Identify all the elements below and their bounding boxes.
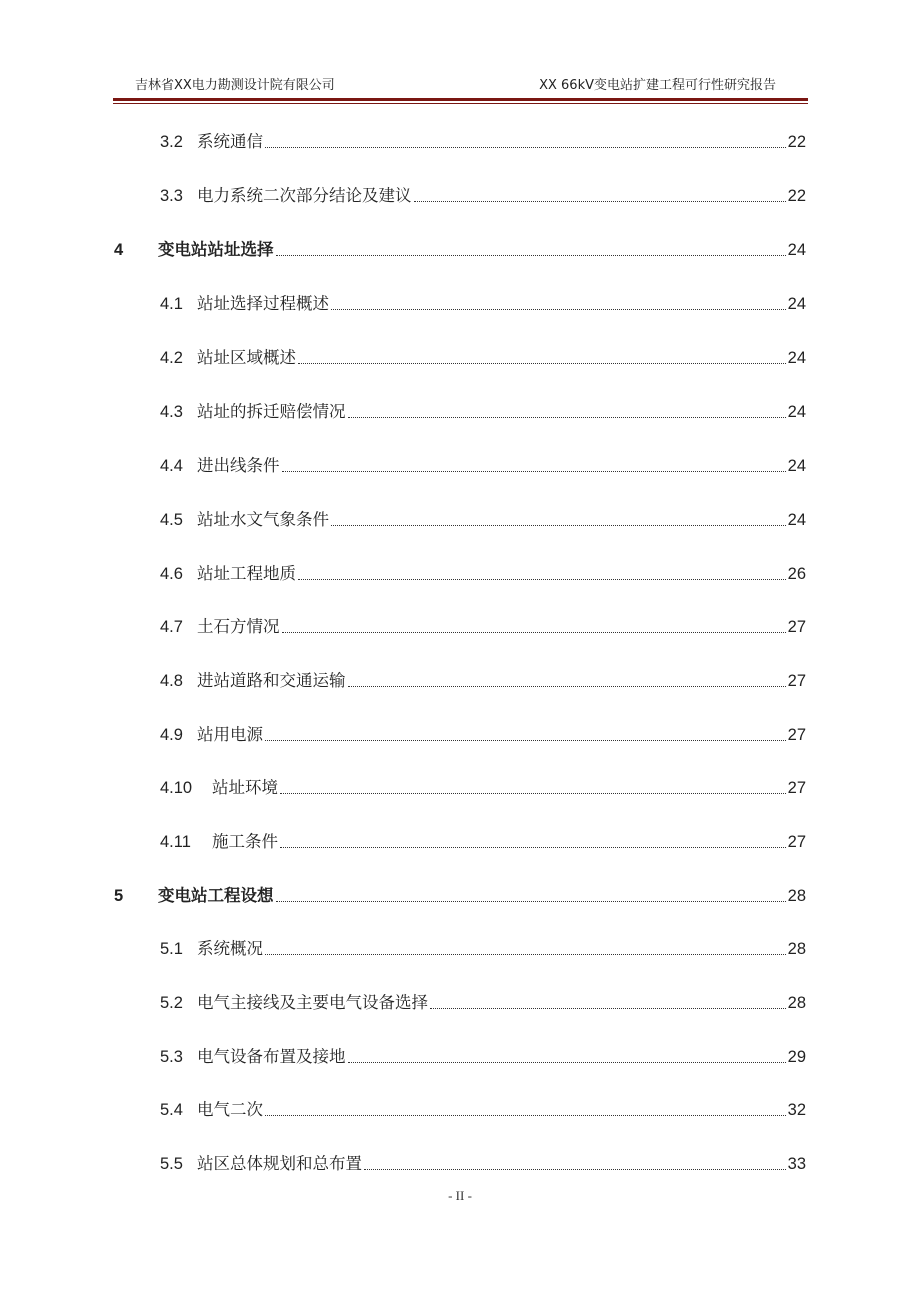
toc-entry[interactable] — [160, 290, 806, 314]
toc-leader — [282, 470, 786, 472]
toc-entry[interactable] — [160, 1096, 806, 1120]
toc-page: 24 — [787, 457, 806, 475]
toc-leader — [348, 685, 786, 687]
toc-number: 4.7 — [160, 618, 183, 636]
toc-leader — [265, 146, 786, 148]
toc-title: 站区总体规划和总布置 — [197, 1154, 362, 1173]
toc-entry[interactable] — [160, 935, 806, 959]
toc-page: 27 — [787, 726, 806, 744]
toc-leader — [348, 416, 786, 418]
toc-title: 站用电源 — [197, 725, 263, 744]
toc-title: 施工条件 — [212, 832, 278, 851]
toc-entry[interactable] — [160, 506, 806, 530]
toc-title: 站址工程地质 — [197, 564, 296, 583]
toc-title: 进站道路和交通运输 — [197, 671, 346, 690]
toc-page: 24 — [787, 511, 806, 529]
toc-entry[interactable] — [160, 452, 806, 476]
toc-title: 系统概况 — [197, 939, 263, 958]
toc-title: 电气主接线及主要电气设备选择 — [197, 993, 428, 1012]
toc-number: 5.5 — [160, 1155, 183, 1173]
toc-leader — [331, 308, 786, 310]
toc-leader — [265, 739, 786, 741]
toc-leader — [364, 1168, 786, 1170]
toc-number: 3.2 — [160, 133, 183, 151]
toc-entry[interactable] — [160, 560, 806, 584]
toc-number: 5.3 — [160, 1048, 183, 1066]
toc-entry[interactable] — [160, 1043, 806, 1067]
toc-leader — [265, 1114, 786, 1116]
toc-number: 4.4 — [160, 457, 183, 475]
toc-page: 26 — [787, 565, 806, 583]
toc-page: 24 — [787, 349, 806, 367]
toc-page: 27 — [787, 618, 806, 636]
toc-number: 5.1 — [160, 940, 183, 958]
toc-entry[interactable] — [160, 667, 806, 691]
toc-leader — [348, 1061, 786, 1063]
toc-leader — [298, 362, 786, 364]
toc-entry[interactable] — [160, 828, 806, 852]
toc-entry[interactable] — [160, 398, 806, 422]
toc-title: 站址水文气象条件 — [197, 510, 329, 529]
toc-number: 5.4 — [160, 1101, 183, 1119]
toc-leader — [282, 631, 786, 633]
toc-number: 4.8 — [160, 672, 183, 690]
toc-title: 进出线条件 — [197, 456, 280, 475]
toc-title: 站址的拆迁赔偿情况 — [197, 402, 346, 421]
toc-entry[interactable] — [160, 989, 806, 1013]
toc-entry[interactable] — [160, 128, 806, 152]
toc-page: 22 — [787, 133, 806, 151]
toc-entry[interactable] — [160, 1150, 806, 1174]
toc-number: 4.5 — [160, 511, 183, 529]
toc-number: 3.3 — [160, 187, 183, 205]
toc-page: 28 — [787, 887, 806, 905]
toc-page: 27 — [787, 833, 806, 851]
toc-page: 27 — [787, 779, 806, 797]
toc-leader — [414, 200, 786, 202]
toc-page: 33 — [787, 1155, 806, 1173]
toc-page: 22 — [787, 187, 806, 205]
toc-number: 4.9 — [160, 726, 183, 744]
toc-leader — [265, 953, 786, 955]
toc-chapter-entry[interactable] — [114, 882, 806, 906]
toc-entry[interactable] — [160, 774, 806, 798]
toc-leader — [430, 1007, 786, 1009]
header-report-title: XX 66kV变电站扩建工程可行性研究报告 — [539, 78, 776, 93]
toc-entry[interactable] — [160, 721, 806, 745]
toc-page: 27 — [787, 672, 806, 690]
toc-leader — [331, 524, 786, 526]
toc-title: 变电站站址选择 — [158, 240, 274, 259]
toc-entry[interactable] — [160, 613, 806, 637]
toc-number: 4.6 — [160, 565, 183, 583]
toc-number: 5 — [114, 887, 124, 905]
toc-leader — [280, 792, 786, 794]
toc-page: 32 — [787, 1101, 806, 1119]
toc-title: 电气二次 — [197, 1100, 263, 1119]
toc-number: 4 — [114, 241, 124, 259]
toc-page: 28 — [787, 940, 806, 958]
toc-number: 4.3 — [160, 403, 183, 421]
toc-title: 土石方情况 — [197, 617, 280, 636]
toc-leader — [276, 900, 786, 902]
toc-chapter-entry[interactable] — [114, 236, 806, 260]
toc-title: 电力系统二次部分结论及建议 — [197, 186, 412, 205]
toc-page: 29 — [787, 1048, 806, 1066]
toc-title: 系统通信 — [197, 132, 263, 151]
toc-title: 站址环境 — [212, 778, 278, 797]
toc-title: 站址区域概述 — [197, 348, 296, 367]
toc-title: 变电站工程设想 — [158, 886, 274, 905]
toc-number: 4.2 — [160, 349, 183, 367]
toc-number: 5.2 — [160, 994, 183, 1012]
toc-leader — [280, 846, 786, 848]
toc-number: 4.1 — [160, 295, 183, 313]
toc-entry[interactable] — [160, 344, 806, 368]
toc-leader — [276, 254, 786, 256]
toc-page: 24 — [787, 241, 806, 259]
toc-entry[interactable] — [160, 182, 806, 206]
toc-page: 24 — [787, 403, 806, 421]
toc-number: 4.11 — [160, 833, 191, 851]
toc-page: 24 — [787, 295, 806, 313]
toc-page: 28 — [787, 994, 806, 1012]
page-number: - II - — [448, 1188, 472, 1203]
toc-number: 4.10 — [160, 779, 193, 797]
toc-title: 电气设备布置及接地 — [197, 1047, 346, 1066]
toc-leader — [298, 578, 786, 580]
toc-title: 站址选择过程概述 — [197, 294, 329, 313]
header-company: 吉林省XX电力勘测设计院有限公司 — [135, 78, 335, 93]
